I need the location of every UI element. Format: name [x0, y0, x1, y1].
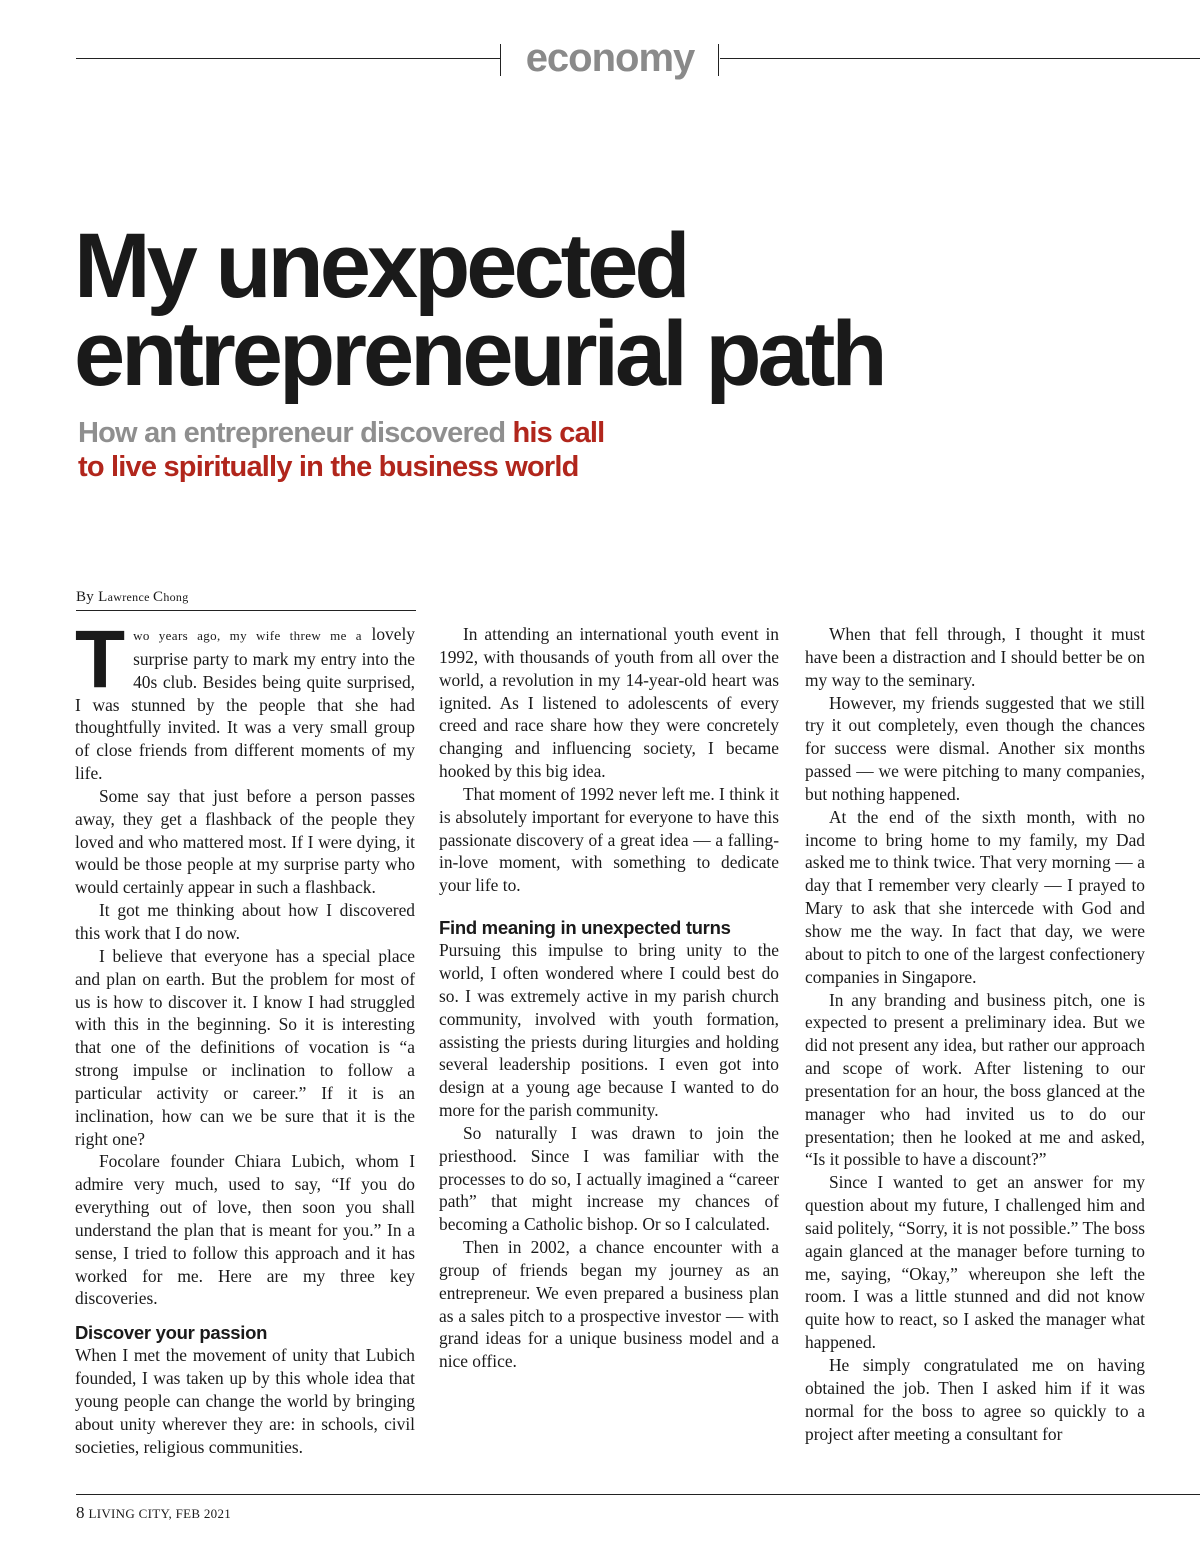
folio	[76, 1503, 231, 1523]
headline-line-2: entrepreneurial path	[74, 303, 884, 405]
article-column-1	[75, 614, 415, 1459]
article-paragraph: However, my friends suggested that we still try it out completely, even though the chances for success were dismal. Another six months passed — we were pitching to many companies, but nothing happened.	[805, 692, 1145, 804]
byline	[76, 589, 416, 611]
section-heading: Discover your passion	[75, 1322, 268, 1344]
section-label: economy	[525, 36, 695, 80]
article-paragraph: So naturally I was drawn to join the priesthood. Since I was familiar with the processes to do so, I actually imagined a “career path” that might increase my chances of becoming a Catholic bishop. Or so I calculated.	[439, 1122, 779, 1235]
section-rule-left	[76, 58, 500, 59]
article-paragraph: Some say that just before a person passes away, they get a flashback of the people they loved and who mattered most. If I were dying, it would be those people at my surprise party who would certainly appear in such a flashback.	[75, 785, 415, 898]
paragraph-1-text: lovely surprise party to mark my entry into the 40s club. Besides being quite surprised, I was stunned by the people that she had thoughtfully invited. It was a very small group of close friends from different moments of my life.	[75, 624, 415, 784]
lead-in-smallcaps: wo years ago, my wife threw me a	[133, 628, 362, 643]
article-paragraph: Since I wanted to get an answer for my question about my future, I challenged him and said politely, “Sorry, it is not possible.” The boss again glanced at the manager before turning to me, saying, “Okay,” whereupon she left the room. I was a little stunned and did not know quite how to react, so I asked the manager what happened.	[805, 1172, 1145, 1353]
footer-rule	[76, 1494, 1200, 1495]
article-paragraph: When I met the movement of unity that Lubich founded, I was taken up by this whole idea that young people can change the world by bringing about unity wherever they are: in schools, civil societies, religious communities.	[75, 1345, 415, 1457]
headline-line-1: My unexpected	[74, 215, 687, 317]
byline-first-initial: L	[98, 589, 108, 605]
section-rule-right	[720, 58, 1200, 59]
subheadline	[78, 416, 978, 484]
page-number: 8	[76, 1503, 85, 1522]
article-paragraph: Focolare founder Chiara Lubich, whom I admire very much, used to say, “If you do everything out of love, then soon you shall understand the plan that is meant for you.” In a sense, I tried to follow this approach and it has worked for me. Here are my three key discoveries.	[75, 1151, 415, 1309]
article-paragraph: At the end of the sixth month, with no income to bring home to my family, my Dad asked me to think twice. That very morning — a day that I remember very clearly — I prayed to Mary to ask that she intercede with God and show me the way. In fact that day, we were about to pitch to one of the largest confectionery companies in Singapore.	[805, 806, 1145, 987]
article-paragraph: When that fell through, I thought it must have been a distraction and I should better be on my way to the seminary.	[805, 624, 1145, 690]
subheadline-red-2: to live spiritually in the business world	[78, 451, 579, 483]
article-paragraph: It got me thinking about how I discovered this work that I do now.	[75, 900, 415, 943]
byline-prefix: By	[76, 589, 99, 605]
publication-name: LIVING CITY, FEB 2021	[88, 1506, 232, 1521]
subheadline-red-1: his call	[512, 417, 605, 449]
article-column-3	[805, 623, 1145, 1445]
article-paragraph: I believe that everyone has a special place and plan on earth. But the problem for most of us is how to discover it. I know I had struggled with this in the beginning. So it is interesting that one of the definitions of vocation is “a strong impulse or inclination to follow a particular activity or career.” If it is an inclination, how can we be sure that it is the right one?	[75, 945, 415, 1149]
article-column-2	[439, 623, 779, 1373]
article-paragraph: In attending an international youth event in 1992, with thousands of youth from all over the world, a revolution in my 14-year-old heart was ignited. As I listened to adolescents of every creed and race share how they were concretely changing and influencing society, I became hooked by this big idea.	[439, 624, 779, 782]
article-paragraph: He simply congratulated me on having obtained the job. Then I asked him if it was normal for the boss to agree so quickly to a project after meeting a consultant for	[805, 1355, 1145, 1444]
article-paragraph: Then in 2002, a chance encounter with a group of friends began my journey as an entrepreneur. We even prepared a business plan as a sales pitch to a prospective investor — with grand ideas for a unique business model and a nice office.	[439, 1237, 779, 1372]
article-paragraph: Pursuing this impulse to bring unity to the world, I often wondered where I could best do so. I was extremely active in my parish church community, involved with youth formation, assisting the priests during liturgies and holding several leadership positions. I even got into design at a young age because I wanted to do more for the parish community.	[439, 940, 779, 1121]
headline	[74, 215, 1154, 405]
article-paragraph: That moment of 1992 never left me. I think it is absolutely important for everyone to have this passionate discovery of a great idea — a falling-in-love moment, with something to dedicate your life to.	[439, 783, 779, 896]
byline-first-rest: awrence	[107, 590, 153, 604]
byline-last-initial: C	[153, 589, 164, 605]
drop-cap: T	[75, 614, 126, 705]
byline-last-rest: hong	[163, 590, 189, 604]
section-tick-right	[718, 44, 719, 76]
article-paragraph	[75, 614, 415, 785]
article-paragraph: In any branding and business pitch, one is expected to present a preliminary idea. But we did not present any idea, but rather our approach and scope of work. After listening to our presentation for an hour, the boss glanced at the manager who had invited us to do our presentation; then he looked at me and asked, “Is it possible to have a discount?”	[805, 989, 1145, 1170]
subheadline-grey: How an entrepreneur discovered	[78, 417, 513, 449]
section-heading: Find meaning in unexpected turns	[439, 917, 731, 939]
